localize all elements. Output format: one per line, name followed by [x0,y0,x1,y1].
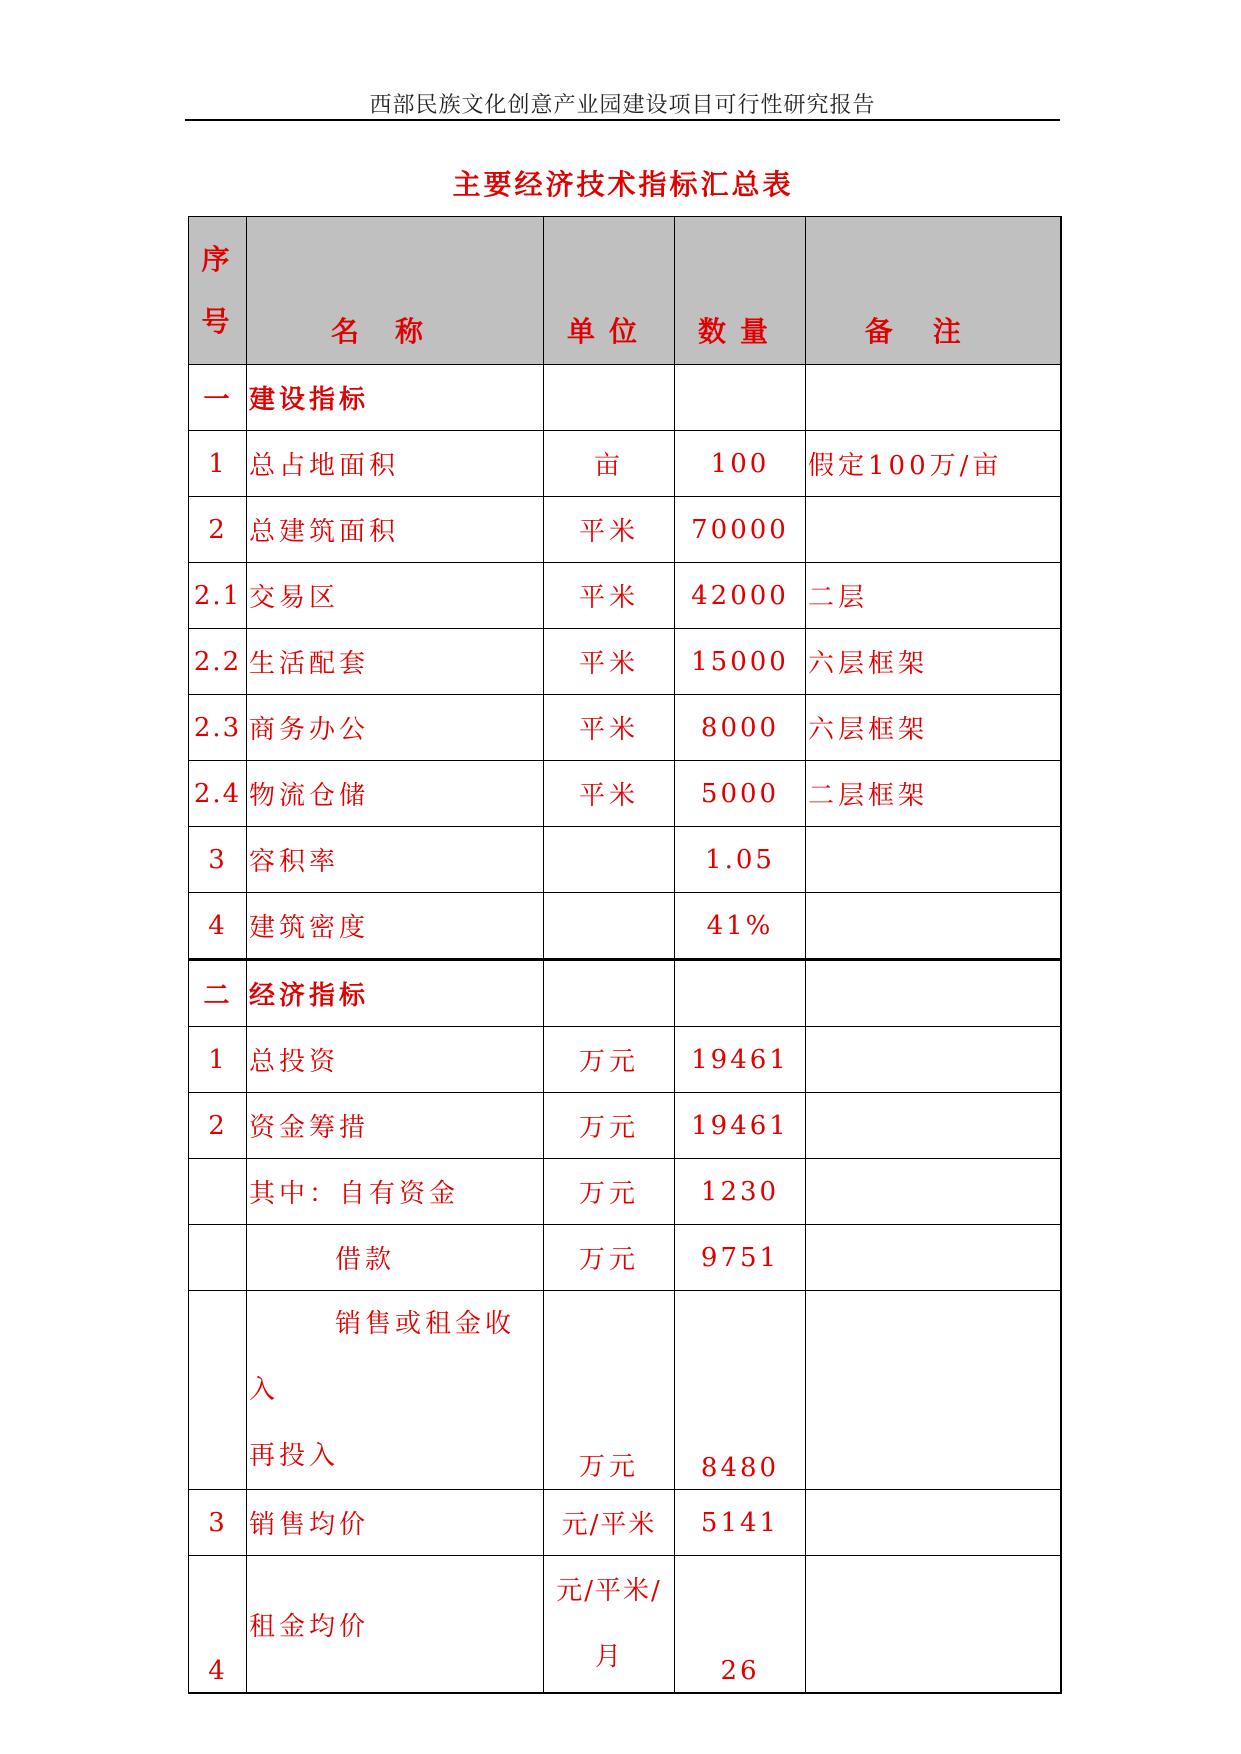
row-name: 总投资 [247,1027,544,1093]
header-seq-line1: 序 [201,242,234,276]
row-unit [544,893,675,960]
row-note [806,827,1061,893]
page-header: 西部民族文化创意产业园建设项目可行性研究报告 [369,93,876,118]
table-row [189,1093,1061,1159]
row-qty: 15000 [675,629,806,695]
table-row [189,431,1061,497]
header-qty: 数量 [675,217,806,365]
row-seq: 1 [189,1027,247,1093]
section-unit [544,365,675,431]
row-note [806,1490,1061,1556]
section-seq: 一 [189,365,247,431]
row-name: 容积率 [247,827,544,893]
row-note: 假定100万/亩 [806,431,1061,497]
row-name: 建筑密度 [247,893,544,960]
row-qty: 8000 [675,695,806,761]
header-name: 名称 [247,217,544,365]
row-unit: 万元 [544,1225,675,1291]
row-unit: 平米 [544,629,675,695]
section-row-economic [189,960,1061,1027]
row-seq: 2 [189,1093,247,1159]
row-name: 生活配套 [247,629,544,695]
row-unit [544,827,675,893]
row-seq [189,1225,247,1291]
row-qty: 5141 [675,1490,806,1556]
row-qty: 70000 [675,497,806,563]
row-unit: 万元 [544,1093,675,1159]
row-qty: 9751 [675,1225,806,1291]
row-note [806,1556,1061,1694]
row-unit: 万元 [544,1159,675,1225]
row-qty: 41% [675,893,806,960]
header-note: 备注 [806,217,1061,365]
indicator-table [188,216,1062,1694]
row-qty: 5000 [675,761,806,827]
section-unit [544,960,675,1027]
row-name: 资金筹措 [247,1093,544,1159]
table-row [189,1159,1061,1225]
header-seq [189,217,247,365]
row-qty: 1.05 [675,827,806,893]
table-row [189,893,1061,960]
table-title: 主要经济技术指标汇总表 [452,168,794,201]
header-seq-line2: 号 [201,304,234,338]
row-note [806,1225,1061,1291]
row-qty: 1230 [675,1159,806,1225]
row-note: 二层框架 [806,761,1061,827]
row-note [806,1291,1061,1490]
header-rule [185,119,1060,121]
row-note [806,1027,1061,1093]
table-row [189,629,1061,695]
row-seq: 3 [189,827,247,893]
table-row [189,1027,1061,1093]
row-qty: 19461 [675,1027,806,1093]
row-unit: 平米 [544,497,675,563]
table-row [189,1225,1061,1291]
row-name-line1: 销售或租金收入 [249,1309,516,1405]
row-qty: 42000 [675,563,806,629]
row-qty: 19461 [675,1093,806,1159]
table-row [189,695,1061,761]
section-note [806,960,1061,1027]
row-unit-line1: 元/平米/ [556,1576,662,1606]
header-unit: 单位 [544,217,675,365]
row-unit: 亩 [544,431,675,497]
row-seq: 4 [189,1556,247,1694]
row-seq: 2.4 [189,761,247,827]
row-name: 商务办公 [247,695,544,761]
row-seq: 4 [189,893,247,960]
row-unit: 万元 [544,1291,675,1490]
row-name: 借款 [247,1225,544,1291]
row-seq: 2.1 [189,563,247,629]
row-name [247,1291,544,1490]
row-name: 交易区 [247,563,544,629]
row-seq [189,1291,247,1490]
section-seq: 二 [189,960,247,1027]
row-note [806,497,1061,563]
row-name: 其中：自有资金 [247,1159,544,1225]
table-row [189,827,1061,893]
row-name-line2: 再投入 [249,1441,340,1471]
row-seq: 2.2 [189,629,247,695]
row-unit: 万元 [544,1027,675,1093]
row-note [806,1159,1061,1225]
row-name: 物流仓储 [247,761,544,827]
row-qty: 8480 [675,1291,806,1490]
row-unit: 平米 [544,761,675,827]
row-note: 二层 [806,563,1061,629]
table-row [189,1291,1061,1490]
section-qty [675,365,806,431]
table-row [189,761,1061,827]
table-row [189,1556,1061,1694]
row-unit [544,1556,675,1694]
section-name: 建设指标 [247,365,544,431]
row-seq: 2.3 [189,695,247,761]
row-note [806,893,1061,960]
row-name: 租金均价 [247,1556,544,1694]
row-unit-line2: 月 [594,1642,623,1672]
table-row [189,563,1061,629]
row-unit: 平米 [544,563,675,629]
table-header-row [189,217,1061,365]
row-qty: 26 [675,1556,806,1694]
row-note: 六层框架 [806,695,1061,761]
row-note: 六层框架 [806,629,1061,695]
section-qty [675,960,806,1027]
row-unit: 元/平米 [544,1490,675,1556]
section-name: 经济指标 [247,960,544,1027]
row-seq: 1 [189,431,247,497]
row-seq: 3 [189,1490,247,1556]
row-name: 总占地面积 [247,431,544,497]
section-note [806,365,1061,431]
row-name: 销售均价 [247,1490,544,1556]
table-row [189,1490,1061,1556]
row-seq [189,1159,247,1225]
row-qty: 100 [675,431,806,497]
row-unit: 平米 [544,695,675,761]
row-note [806,1093,1061,1159]
row-name: 总建筑面积 [247,497,544,563]
row-seq: 2 [189,497,247,563]
table-row [189,497,1061,563]
section-row-construction [189,365,1061,431]
